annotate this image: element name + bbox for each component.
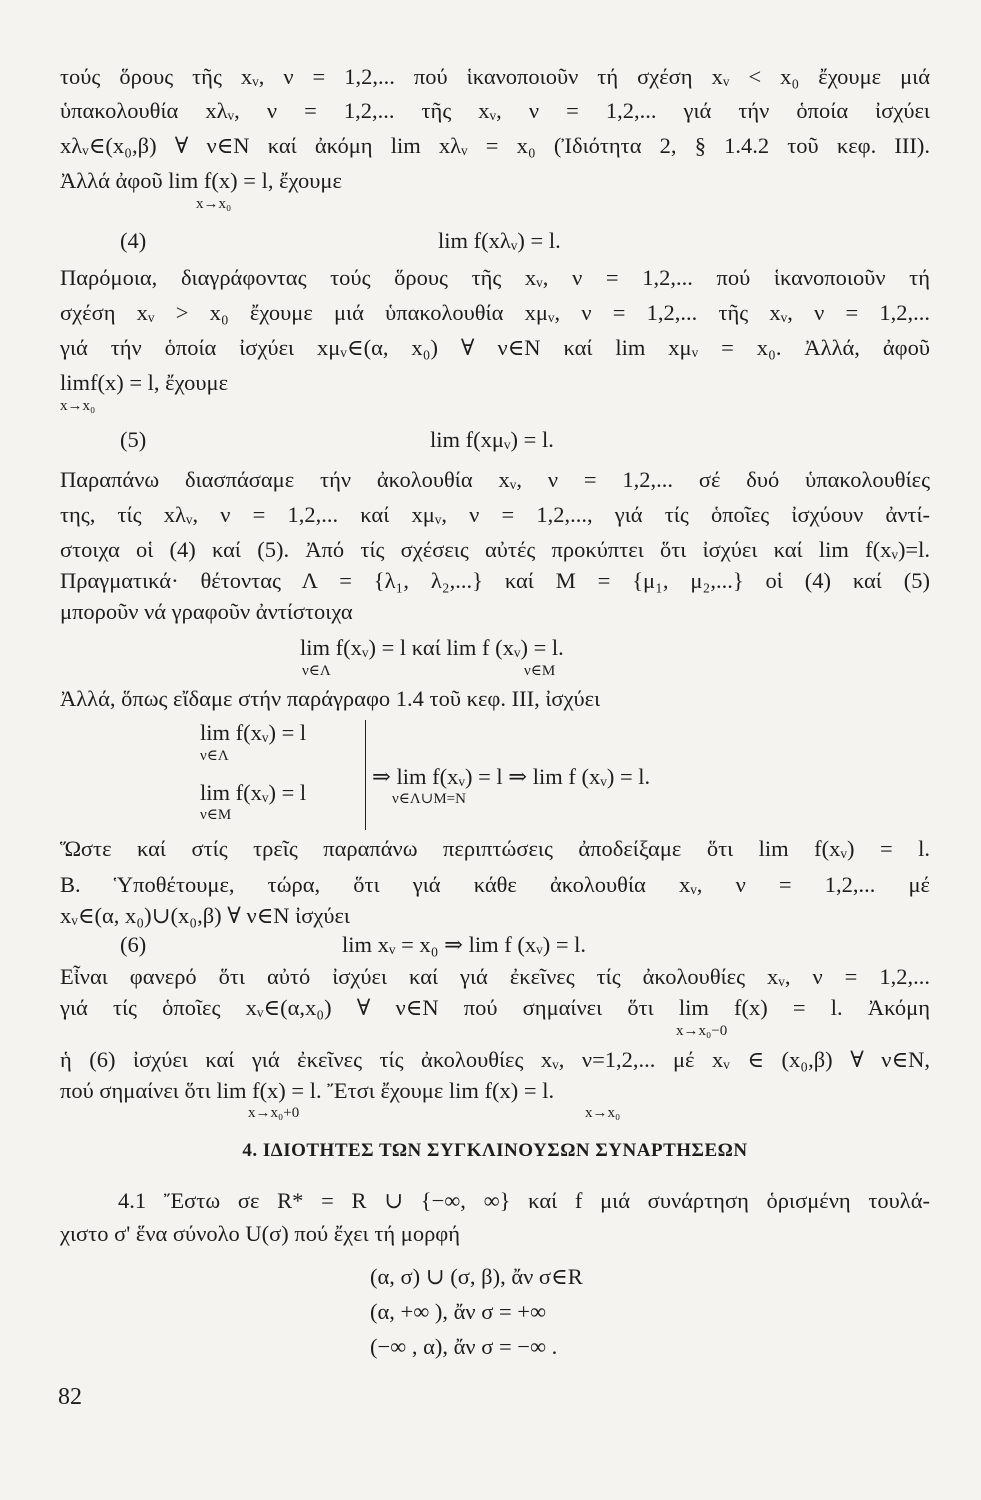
brace-bottom-equation: lim f(xᵥ) = l bbox=[200, 780, 307, 805]
limit-subscript: x→x₀ bbox=[585, 1105, 621, 1121]
text-line-17: xᵥ∈(α, x₀)∪(x₀,β) ∀ ν∈N ἰσχύει bbox=[60, 903, 350, 928]
case-line-2: (α, +∞ ), ἄν σ = +∞ bbox=[370, 1299, 547, 1324]
equation-6: lim xᵥ = x₀ ⇒ lim f (xᵥ) = l. bbox=[342, 932, 587, 957]
limit-subscript-minus: x→x₀−0 bbox=[676, 1023, 728, 1039]
text-line-11: στοιχα οἱ (4) καί (5). Ἀπό τίς σχέσεις αὐτές προκύπτει ὅτι ἰσχύει καί lim f(xᵥ)=l. bbox=[60, 537, 930, 562]
right-brace bbox=[355, 720, 366, 830]
text-line-22: 4.1 Ἔστω σε R* = R ∪ {−∞, ∞} καί f μιά συνάρτηση ὁρισμένη τουλά- bbox=[118, 1188, 930, 1213]
subscript-nu-in-lambda: ν∈Λ bbox=[200, 748, 229, 764]
subscript-nu-in-m: ν∈M bbox=[200, 807, 232, 823]
text-line-6: σχέση xᵥ > x₀ ἔχουμε μιά ὑπακολουθία xμᵥ, ν = 1,2,... τῆς xᵥ, ν = 1,2,... bbox=[60, 300, 930, 325]
text-line-7: γιά τήν ὁποία ἰσχύει xμᵥ∈(α, x₀) ∀ ν∈N καί lim xμᵥ = x₀. Ἀλλά, ἀφοῦ bbox=[60, 335, 930, 360]
subscript-nu-in-lambda: ν∈Λ bbox=[302, 663, 331, 679]
text-line-8: limf(x) = l, ἔχουμε bbox=[60, 370, 229, 395]
text-line-2: ὑπακολουθία xλᵥ, ν = 1,2,... τῆς xᵥ, ν = 1,2,... γιά τήν ὁποία ἰσχύει bbox=[60, 98, 930, 123]
text-line-9: Παραπάνω διασπάσαμε τήν ἀκολουθία xᵥ, ν = 1,2,... σέ δυό ὑπακολουθίες bbox=[60, 467, 930, 492]
case-line-1: (α, σ) ∪ (σ, β), ἄν σ∈R bbox=[370, 1264, 583, 1289]
case-line-3: (−∞ , α), ἄν σ = −∞ . bbox=[370, 1334, 558, 1359]
equation-label-5: (5) bbox=[120, 427, 147, 452]
equation-label-6: (6) bbox=[120, 932, 147, 957]
brace-result-equation: ⇒ lim f(xᵥ) = l ⇒ lim f (xᵥ) = l. bbox=[372, 764, 651, 789]
text-line-4: Ἀλλά ἀφοῦ lim f(x) = l, ἔχουμε bbox=[60, 168, 342, 193]
section-title: 4. ΙΔΙΟΤΗΤΕΣ ΤΩΝ ΣΥΓΚΛΙΝΟΥΣΩΝ ΣΥΝΑΡΤΗΣΕΩΝ bbox=[242, 1140, 748, 1161]
text-line-3: xλᵥ∈(x₀,β) ∀ ν∈N καί ἀκόμη lim xλᵥ = x₀ (Ἰδιότητα 2, § 1.4.2 τοῦ κεφ. III). bbox=[60, 133, 930, 158]
subscript-nu-in-union: ν∈Λ∪M=N bbox=[392, 791, 466, 807]
text-line-14: Ἀλλά, ὅπως εἴδαμε στήν παράγραφο 1.4 τοῦ κεφ. III, ἰσχύει bbox=[60, 686, 601, 711]
equation-4: lim f(xλᵥ) = l. bbox=[438, 228, 561, 253]
limit-subscript-plus: x→x₀+0 bbox=[248, 1105, 300, 1121]
limit-subscript: x→x₀ bbox=[60, 398, 96, 414]
text-line-23: χιστο σ' ἕνα σύνολο U(σ) πού ἔχει τή μορφή bbox=[60, 1221, 461, 1246]
text-line-5: Παρόμοια, διαγράφοντας τούς ὅρους τῆς xᵥ, ν = 1,2,... πού ἱκανοποιοῦν τή bbox=[60, 265, 930, 290]
text-line-10: της, τίς xλᵥ, ν = 1,2,... καί xμᵥ, ν = 1,2,..., γιά τίς ὁποῖες ἰσχύουν ἀντί- bbox=[60, 502, 930, 527]
text-line-1: τούς ὅρους τῆς xᵥ, ν = 1,2,... πού ἱκανοποιοῦν τή σχέση xᵥ < x₀ ἔχουμε μιά bbox=[60, 64, 930, 89]
page-number: 82 bbox=[58, 1384, 82, 1410]
brace-top-equation: lim f(xᵥ) = l bbox=[200, 720, 307, 745]
text-line-21: πού σημαίνει ὅτι lim f(x) = l. Ἔτσι ἔχουμε lim f(x) = l. bbox=[60, 1078, 555, 1103]
text-line-20: ἡ (6) ἰσχύει καί γιά ἐκεῖνες τίς ἀκολουθίες xᵥ, ν=1,2,... μέ xᵥ ∈ (x₀,β) ∀ ν∈N, bbox=[60, 1047, 930, 1072]
text-line-19: γιά τίς ὁποῖες xᵥ∈(α,x₀) ∀ ν∈N πού σημαίνει ὅτι lim f(x) = l. Ἀκόμη bbox=[60, 995, 930, 1020]
text-line-15: Ὥστε καί στίς τρεῖς παραπάνω περιπτώσεις ἀποδείξαμε ὅτι lim f(xᵥ) = l. bbox=[60, 836, 930, 861]
text-line-16: B. Ὑποθέτουμε, τώρα, ὅτι γιά κάθε ἀκολουθία xᵥ, ν = 1,2,... μέ bbox=[60, 872, 930, 897]
limit-subscript: x→x₀ bbox=[196, 196, 232, 212]
equation-label-4: (4) bbox=[120, 228, 147, 253]
subscript-nu-in-m: ν∈M bbox=[524, 663, 556, 679]
equation-5: lim f(xμᵥ) = l. bbox=[430, 427, 554, 452]
text-line-12: Πραγματικά· θέτοντας Λ = {λ₁, λ₂,...} καί M = {μ₁, μ₂,...} οἱ (4) καί (5) bbox=[60, 568, 930, 593]
text-line-13: μποροῦν νά γραφοῦν ἀντίστοιχα bbox=[60, 599, 353, 624]
text-line-18: Εἶναι φανερό ὅτι αὐτό ἰσχύει καί γιά ἐκεῖνες τίς ἀκολουθίες xᵥ, ν = 1,2,... bbox=[60, 964, 930, 989]
equation-pair: lim f(xᵥ) = l καί lim f (xᵥ) = l. bbox=[300, 635, 564, 660]
